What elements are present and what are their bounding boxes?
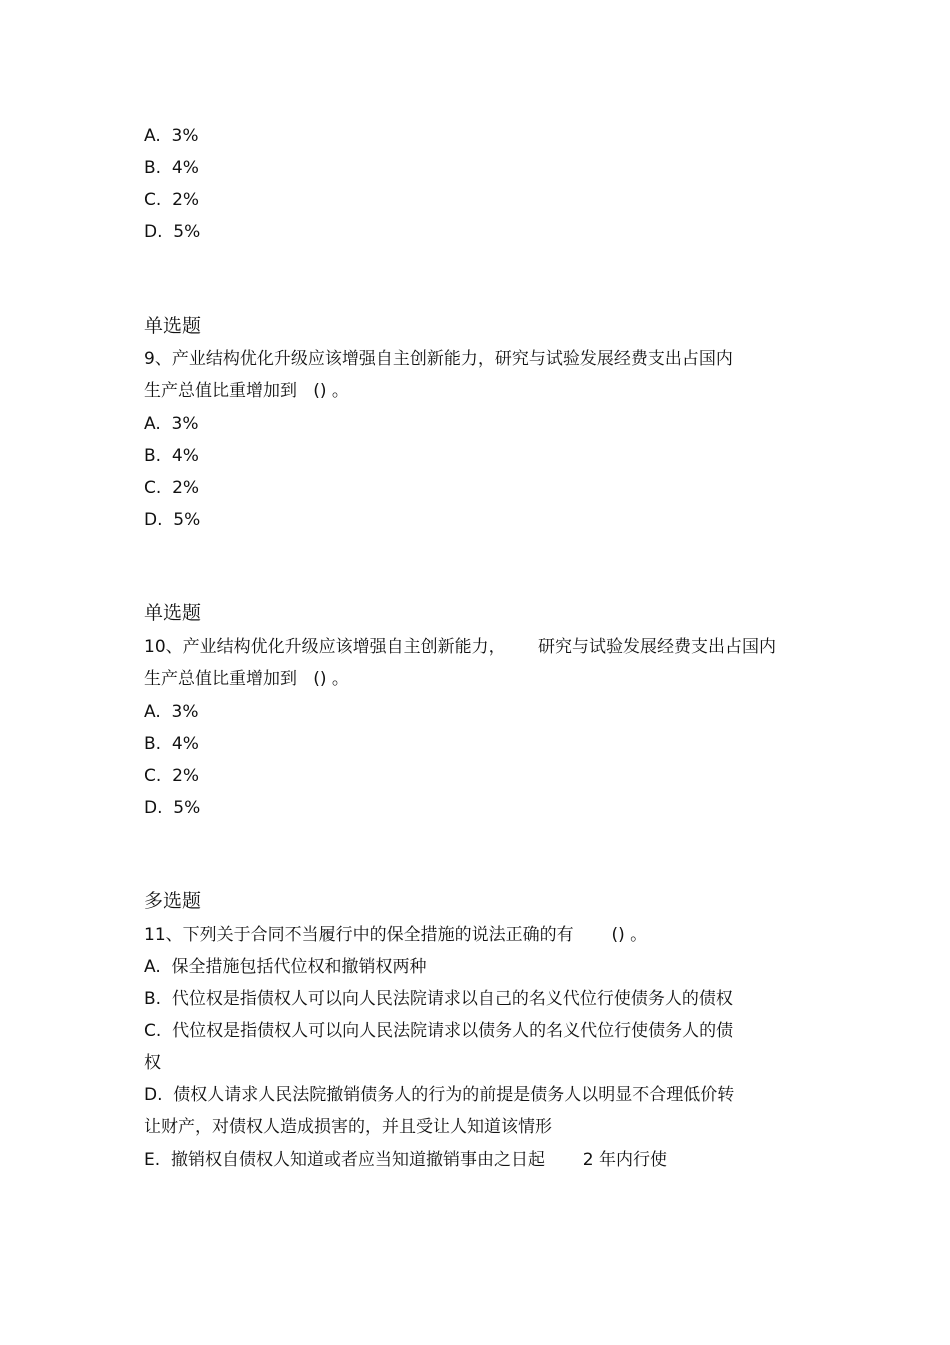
question-type-heading: 单选题 (144, 315, 202, 337)
option-e: E. 撤销权自债权人知道或者应当知道撤销事由之日起 2 年内行使 (144, 1150, 667, 1170)
option-d: D. 5% (144, 798, 201, 818)
option-a: A. 3% (144, 702, 199, 722)
question-type-heading: 单选题 (144, 602, 202, 624)
option-a: A. 3% (144, 126, 199, 146)
question-stem-continued: 生产总值比重增加到 () 。 (144, 381, 349, 401)
question-stem: 9、产业结构优化升级应该增强自主创新能力，研究与试验发展经费支出占国内 (144, 349, 733, 369)
question-stem-continued: 生产总值比重增加到 () 。 (144, 669, 349, 689)
option-d: D. 债权人请求人民法院撤销债务人的行为的前提是债务人以明显不合理低价转 (144, 1085, 735, 1105)
option-d: D. 5% (144, 510, 201, 530)
option-c: C. 2% (144, 766, 200, 786)
question-stem: 10、产业结构优化升级应该增强自主创新能力， 研究与试验发展经费支出占国内 (144, 637, 777, 657)
option-c-continued: 权 (144, 1053, 161, 1073)
question-type-heading: 多选题 (144, 890, 202, 912)
option-b: B. 4% (144, 734, 199, 754)
option-c: C. 2% (144, 190, 200, 210)
option-c: C. 代位权是指债权人可以向人民法院请求以债务人的名义代位行使债务人的债 (144, 1021, 734, 1041)
option-b: B. 代位权是指债权人可以向人民法院请求以自己的名义代位行使债务人的债权 (144, 989, 733, 1009)
option-b: B. 4% (144, 158, 199, 178)
option-c: C. 2% (144, 478, 200, 498)
option-b: B. 4% (144, 446, 199, 466)
question-stem: 11、下列关于合同不当履行中的保全措施的说法正确的有 () 。 (144, 925, 648, 945)
option-d: D. 5% (144, 222, 201, 242)
option-a: A. 3% (144, 414, 199, 434)
option-a: A. 保全措施包括代位权和撤销权两种 (144, 957, 427, 977)
option-d-continued: 让财产，对债权人造成损害的，并且受让人知道该情形 (144, 1117, 552, 1137)
